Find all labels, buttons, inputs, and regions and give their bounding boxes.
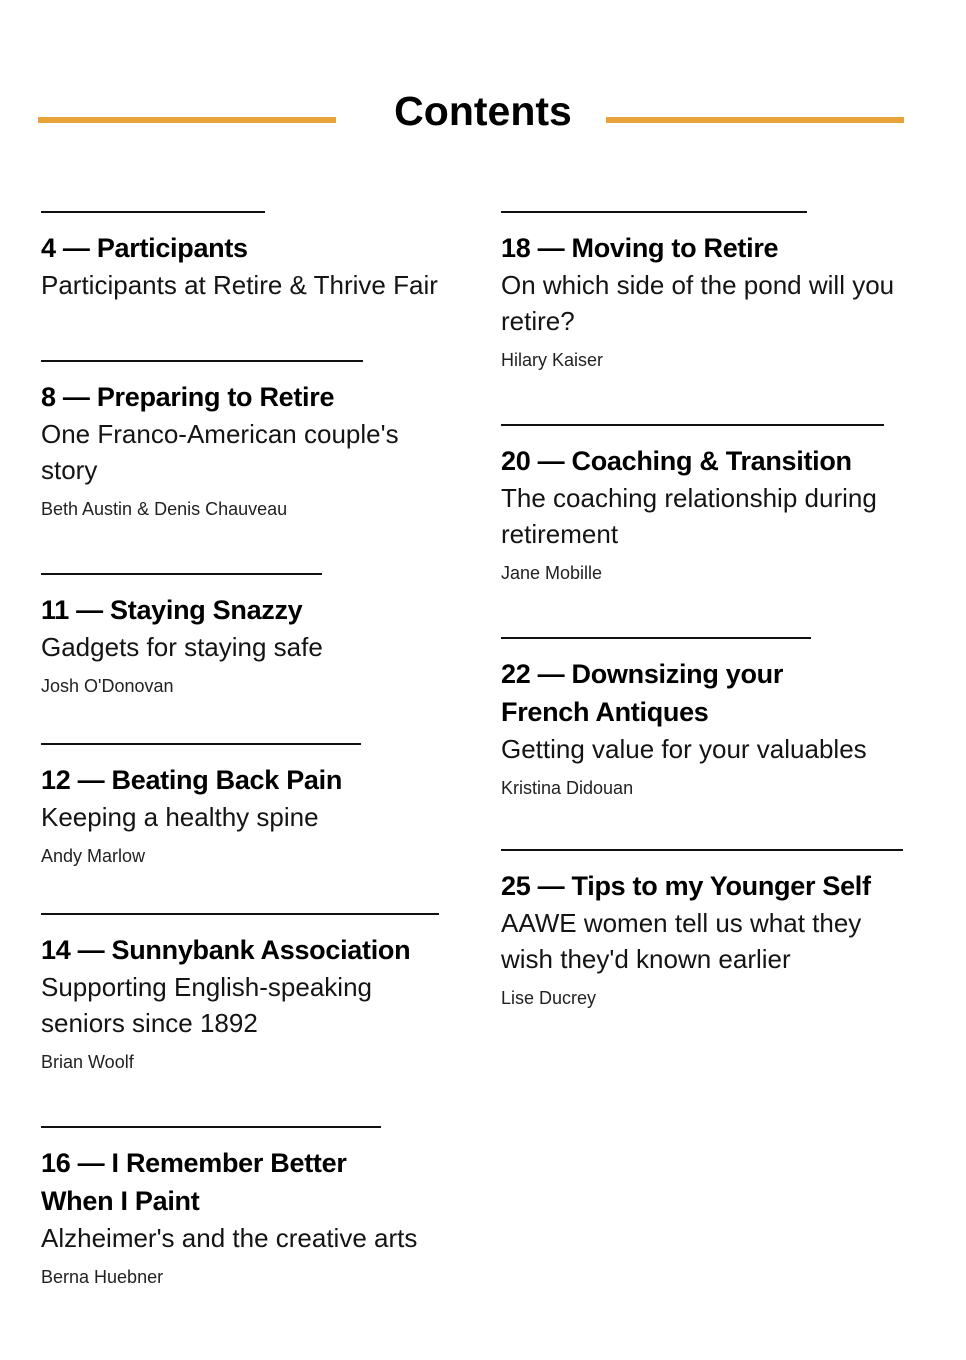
entry-divider — [501, 424, 884, 426]
entry-title: 18 — Moving to Retire — [501, 233, 779, 263]
entry-divider — [41, 743, 361, 745]
entry-author: Kristina Didouan — [501, 778, 634, 798]
entry-title: 8 — Preparing to Retire — [41, 382, 335, 412]
entry-author: Berna Huebner — [41, 1267, 164, 1287]
contents-entry[interactable] — [501, 211, 921, 372]
entry-author: Brian Woolf — [41, 1052, 134, 1072]
contents-entry[interactable] — [501, 637, 921, 800]
entry-author: Beth Austin & Denis Chauveau — [41, 499, 288, 519]
entry-subtitle: Supporting English-speaking seniors since 1892 — [41, 972, 372, 1038]
contents-entry[interactable] — [501, 849, 921, 1010]
entry-title: 22 — Downsizing your French Antiques — [501, 659, 784, 727]
contents-entry[interactable] — [41, 573, 441, 698]
entry-subtitle: Participants at Retire & Thrive Fair — [41, 270, 438, 300]
entry-title: 4 — Participants — [41, 233, 248, 263]
contents-entry[interactable] — [41, 743, 441, 868]
entry-divider — [501, 637, 811, 639]
entry-subtitle: The coaching relationship during retirement — [501, 483, 877, 549]
contents-entry[interactable] — [41, 211, 441, 303]
entry-divider — [41, 1126, 381, 1128]
entry-divider — [501, 849, 903, 851]
entry-title: 16 — I Remember Better When I Paint — [41, 1148, 347, 1216]
entry-subtitle: AAWE women tell us what they wish they'd known earlier — [501, 908, 862, 974]
entry-subtitle: Getting value for your valuables — [501, 734, 867, 764]
entry-title: 12 — Beating Back Pain — [41, 765, 343, 795]
entry-title: 25 — Tips to my Younger Self — [501, 871, 871, 901]
entry-author: Hilary Kaiser — [501, 350, 604, 370]
entry-divider — [41, 913, 439, 915]
page-title: Contents — [394, 88, 572, 134]
contents-entry[interactable] — [41, 360, 411, 521]
entry-author: Lise Ducrey — [501, 988, 597, 1008]
contents-entry[interactable] — [41, 913, 451, 1074]
entry-author: Andy Marlow — [41, 846, 146, 866]
entry-divider — [41, 360, 363, 362]
entry-title: 20 — Coaching & Transition — [501, 446, 852, 476]
entry-subtitle: Alzheimer's and the creative arts — [41, 1223, 418, 1253]
entry-author: Josh O'Donovan — [41, 676, 174, 696]
title-rule-right — [606, 117, 904, 123]
entry-divider — [501, 211, 807, 213]
entry-author: Jane Mobille — [501, 563, 603, 583]
entry-title: 11 — Staying Snazzy — [41, 595, 303, 625]
entry-subtitle: One Franco-American couple's story — [41, 419, 399, 485]
entry-subtitle: Keeping a healthy spine — [41, 802, 319, 832]
contents-entry[interactable] — [41, 1126, 441, 1289]
entry-divider — [41, 211, 265, 213]
contents-entry[interactable] — [501, 424, 921, 585]
entry-divider — [41, 573, 322, 575]
entry-subtitle: Gadgets for staying safe — [41, 632, 323, 662]
entry-title: 14 — Sunnybank Association — [41, 935, 411, 965]
entry-subtitle: On which side of the pond will you retire? — [501, 270, 895, 336]
